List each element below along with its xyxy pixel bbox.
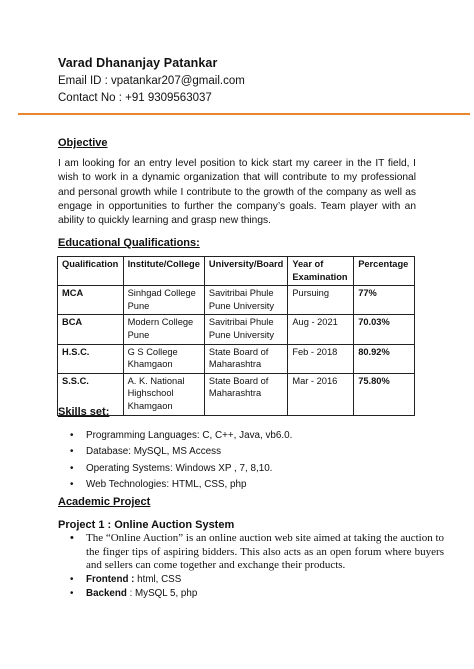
- contact-number-line: Contact No : +91 9309563037: [58, 92, 212, 104]
- objective-heading: Objective: [58, 137, 108, 149]
- table-row: [58, 315, 415, 344]
- year-cell: Pursuing: [288, 286, 354, 315]
- project-details-list: [58, 532, 444, 602]
- frontend-item: [86, 573, 444, 588]
- email-line: Email ID : vpatankar207@gmail.com: [58, 75, 245, 87]
- header-divider: [18, 113, 470, 115]
- percentage-cell: 80.92%: [354, 344, 415, 373]
- institute-cell: Modern College Pune: [123, 315, 204, 344]
- resume-header: [58, 56, 245, 104]
- list-item: • Operating Systems: Windows XP , 7, 8,10.: [86, 461, 292, 477]
- university-cell: Savitribai Phule Pune University: [204, 315, 287, 344]
- column-header: University/Board: [204, 257, 287, 286]
- university-cell: State Board of Maharashtra: [204, 373, 287, 415]
- backend-value: : MySQL 5, php: [126, 588, 198, 600]
- column-header: Institute/College: [123, 257, 204, 286]
- backend-item: [86, 587, 444, 602]
- column-header: Qualification: [58, 257, 124, 286]
- list-item: • Programming Languages: C, C++, Java, vb6.0.: [86, 428, 292, 444]
- table-row: [58, 373, 415, 415]
- column-header: Percentage: [354, 257, 415, 286]
- skills-list: [58, 428, 292, 494]
- column-header: Year of Examination: [288, 257, 354, 286]
- year-cell: Feb - 2018: [288, 344, 354, 373]
- year-cell: Mar - 2016: [288, 373, 354, 415]
- percentage-cell: 75.80%: [354, 373, 415, 415]
- list-item: • Web Technologies: HTML, CSS, php: [86, 477, 292, 493]
- frontend-value: html, CSS: [134, 573, 182, 585]
- percentage-cell: 70.03%: [354, 315, 415, 344]
- university-cell: Savitribai Phule Pune University: [204, 286, 287, 315]
- academic-project-heading: Academic Project: [58, 496, 151, 508]
- institute-cell: G S College Khamgaon: [123, 344, 204, 373]
- table-row: [58, 344, 415, 373]
- project-description: • The “Online Auction” is an online auction web site aimed at taking the auction to the finger tips of aspiring bidders. This also acts as an open forum where buyers and sellers can come together and exchange their products.: [86, 532, 444, 573]
- objective-text: I am looking for an entry level position to kick start my career in the IT field, I wish to work in a dynamic organization that will contribute to my professional and personal growth while I contribute to the growth of the company as well as engage in opportunities to further the company’s goals. Team player with an ability to quickly learning and grasp new things.: [58, 158, 416, 227]
- education-table: [57, 256, 415, 416]
- candidate-name: Varad Dhananjay Patankar: [58, 56, 218, 70]
- year-cell: Aug - 2021: [288, 315, 354, 344]
- skills-heading: Skills set:: [58, 406, 110, 418]
- project-title: Project 1 : Online Auction System: [58, 519, 235, 531]
- qualification-cell: BCA: [58, 315, 124, 344]
- institute-cell: Sinhgad College Pune: [123, 286, 204, 315]
- frontend-label: Frontend :: [86, 573, 135, 585]
- university-cell: State Board of Maharashtra: [204, 344, 287, 373]
- education-heading: Educational Qualifications:: [58, 237, 200, 249]
- qualification-cell: H.S.C.: [58, 344, 124, 373]
- table-header-row: [58, 257, 415, 286]
- list-item: • Database: MySQL, MS Access: [86, 444, 292, 460]
- institute-cell: A. K. National Highschool Khamgaon: [123, 373, 204, 415]
- percentage-cell: 77%: [354, 286, 415, 315]
- table-row: [58, 286, 415, 315]
- backend-label: Backend: [86, 588, 127, 600]
- qualification-cell: MCA: [58, 286, 124, 315]
- qualification-cell: S.S.C.: [58, 373, 124, 415]
